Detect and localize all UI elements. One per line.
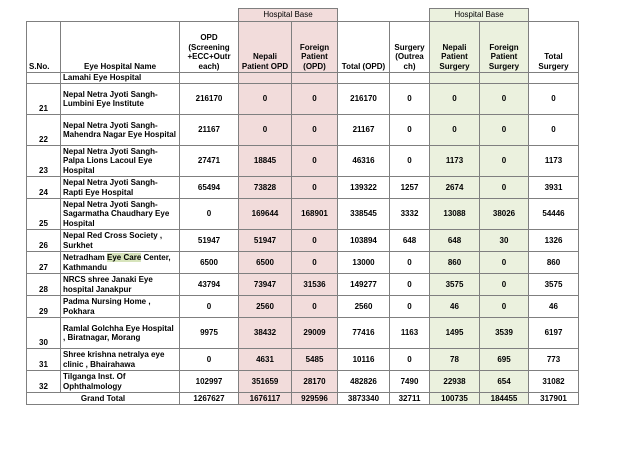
total-opd-cell: 13000 <box>338 252 390 274</box>
sno-cell: 32 <box>27 371 61 393</box>
nepali-surgery-cell: 2674 <box>430 177 480 199</box>
nepali-surgery-cell: 3575 <box>430 274 480 296</box>
nepali-surgery-cell: 860 <box>430 252 480 274</box>
total-surgery-cell: 54446 <box>529 199 579 230</box>
header-opd: OPD (Screening +ECC+Outr each) <box>180 22 239 73</box>
total-surgery-cell: 3931 <box>529 177 579 199</box>
foreign-surgery-cell: 0 <box>480 252 529 274</box>
surgery-outreach-cell: 1163 <box>390 318 430 349</box>
empty-cell <box>390 73 430 84</box>
nepali-surgery-cell: 22938 <box>430 371 480 393</box>
surgery-outreach-cell: 3332 <box>390 199 430 230</box>
grand-total-surgery-outreach: 32711 <box>390 393 430 405</box>
name-part: Center, Kathmandu <box>63 253 171 272</box>
table-row <box>27 296 579 318</box>
foreign-opd-cell: 31536 <box>292 274 338 296</box>
empty-cell <box>338 9 430 22</box>
table-row <box>27 252 579 274</box>
table-row <box>27 115 579 146</box>
nepali-opd-cell: 38432 <box>239 318 292 349</box>
grand-total-label: Grand Total <box>27 393 180 405</box>
nepali-opd-cell: 51947 <box>239 230 292 252</box>
foreign-opd-cell: 0 <box>292 84 338 115</box>
nepali-opd-cell: 351659 <box>239 371 292 393</box>
table-row <box>27 84 579 115</box>
header-surgery-outreach: Surgery (Outrea ch) <box>390 22 430 73</box>
hospital-name-cell: Tilganga Inst. Of Ophthalmology <box>61 371 180 393</box>
grand-total-nepali-opd: 1676117 <box>239 393 292 405</box>
table-row <box>27 230 579 252</box>
nepali-opd-cell: 0 <box>239 84 292 115</box>
total-opd-cell: 103894 <box>338 230 390 252</box>
sno-cell <box>27 73 61 84</box>
foreign-opd-cell: 168901 <box>292 199 338 230</box>
nepali-surgery-cell: 0 <box>430 84 480 115</box>
opd-cell: 65494 <box>180 177 239 199</box>
nepali-surgery-cell: 0 <box>430 115 480 146</box>
empty-cell <box>239 73 292 84</box>
nepali-opd-cell: 73828 <box>239 177 292 199</box>
sno-cell: 27 <box>27 252 61 274</box>
highlighted-text: Eye Care <box>107 253 142 262</box>
header-name: Eye Hospital Name <box>61 22 180 73</box>
hospital-name-cell: Nepal Netra Jyoti Sangh-Mahendra Nagar Eye Hospital <box>61 115 180 146</box>
empty-cell <box>529 73 579 84</box>
opd-cell: 43794 <box>180 274 239 296</box>
total-surgery-cell: 0 <box>529 84 579 115</box>
hospital-base-opd-group: Hospital Base <box>239 9 338 22</box>
total-opd-cell: 10116 <box>338 349 390 371</box>
foreign-opd-cell: 0 <box>292 115 338 146</box>
nepali-surgery-cell: 1173 <box>430 146 480 177</box>
opd-cell: 27471 <box>180 146 239 177</box>
surgery-outreach-cell: 1257 <box>390 177 430 199</box>
table-row <box>27 371 579 393</box>
opd-cell: 21167 <box>180 115 239 146</box>
foreign-opd-cell: 0 <box>292 296 338 318</box>
opd-cell: 6500 <box>180 252 239 274</box>
header-foreign-opd: Foreign Patient (OPD) <box>292 22 338 73</box>
empty-cell <box>430 73 480 84</box>
nepali-surgery-cell: 648 <box>430 230 480 252</box>
surgery-outreach-cell: 0 <box>390 146 430 177</box>
surgery-outreach-cell: 0 <box>390 115 430 146</box>
opd-cell: 0 <box>180 349 239 371</box>
spreadsheet <box>26 8 579 405</box>
foreign-surgery-cell: 38026 <box>480 199 529 230</box>
sno-cell: 21 <box>27 84 61 115</box>
sno-cell: 25 <box>27 199 61 230</box>
surgery-outreach-cell: 0 <box>390 274 430 296</box>
surgery-outreach-cell: 0 <box>390 296 430 318</box>
total-opd-cell: 149277 <box>338 274 390 296</box>
hospital-name-cell: Nepal Netra Jyoti Sangh-Palpa Lions Lacoul Eye Hospital <box>61 146 180 177</box>
sno-cell: 30 <box>27 318 61 349</box>
hospital-name-cell: NRCS shree Janaki Eye hospital Janakpur <box>61 274 180 296</box>
empty-cell <box>180 73 239 84</box>
grand-total-foreign-surgery: 184455 <box>480 393 529 405</box>
name-part: Netradham <box>63 253 108 262</box>
surgery-outreach-cell: 7490 <box>390 371 430 393</box>
empty-cell <box>529 9 579 22</box>
empty-cell <box>480 73 529 84</box>
header-sno: S.No. <box>27 22 61 73</box>
table-row <box>27 73 579 84</box>
grand-total-total-surgery: 317901 <box>529 393 579 405</box>
header-nepali-opd: Nepali Patient OPD <box>239 22 292 73</box>
grand-total-foreign-opd: 929596 <box>292 393 338 405</box>
total-surgery-cell: 1326 <box>529 230 579 252</box>
opd-cell: 0 <box>180 296 239 318</box>
eye-hospital-table <box>26 8 579 405</box>
header-foreign-surgery: Foreign Patient Surgery <box>480 22 529 73</box>
total-opd-cell: 216170 <box>338 84 390 115</box>
foreign-surgery-cell: 30 <box>480 230 529 252</box>
total-surgery-cell: 31082 <box>529 371 579 393</box>
foreign-surgery-cell: 3539 <box>480 318 529 349</box>
sno-cell: 26 <box>27 230 61 252</box>
nepali-surgery-cell: 1495 <box>430 318 480 349</box>
opd-cell: 0 <box>180 199 239 230</box>
table-row <box>27 274 579 296</box>
hospital-name-cell: Shree krishna netralya eye clinic , Bhairahawa <box>61 349 180 371</box>
hospital-name-cell: Ramlal Golchha Eye Hospital , Biratnagar, Morang <box>61 318 180 349</box>
sno-cell: 28 <box>27 274 61 296</box>
foreign-opd-cell: 5485 <box>292 349 338 371</box>
nepali-opd-cell: 18845 <box>239 146 292 177</box>
total-opd-cell: 482826 <box>338 371 390 393</box>
surgery-outreach-cell: 0 <box>390 349 430 371</box>
foreign-surgery-cell: 0 <box>480 115 529 146</box>
table-row <box>27 349 579 371</box>
nepali-opd-cell: 169644 <box>239 199 292 230</box>
total-surgery-cell: 773 <box>529 349 579 371</box>
sno-cell: 29 <box>27 296 61 318</box>
foreign-opd-cell: 0 <box>292 252 338 274</box>
foreign-surgery-cell: 0 <box>480 146 529 177</box>
nepali-opd-cell: 6500 <box>239 252 292 274</box>
total-opd-cell: 338545 <box>338 199 390 230</box>
opd-cell: 9975 <box>180 318 239 349</box>
nepali-opd-cell: 73947 <box>239 274 292 296</box>
header-total-opd: Total (OPD) <box>338 22 390 73</box>
hospital-name-cell: Padma Nursing Home , Pokhara <box>61 296 180 318</box>
foreign-surgery-cell: 0 <box>480 177 529 199</box>
table-row <box>27 199 579 230</box>
sno-cell: 23 <box>27 146 61 177</box>
foreign-surgery-cell: 0 <box>480 84 529 115</box>
nepali-surgery-cell: 46 <box>430 296 480 318</box>
opd-cell: 102997 <box>180 371 239 393</box>
total-opd-cell: 139322 <box>338 177 390 199</box>
foreign-opd-cell: 0 <box>292 177 338 199</box>
header-total-surgery: Total Surgery <box>529 22 579 73</box>
surgery-outreach-cell: 648 <box>390 230 430 252</box>
header-column-row <box>27 22 579 73</box>
foreign-opd-cell: 0 <box>292 146 338 177</box>
surgery-outreach-cell: 0 <box>390 84 430 115</box>
grand-total-total-opd: 3873340 <box>338 393 390 405</box>
total-surgery-cell: 0 <box>529 115 579 146</box>
total-opd-cell: 46316 <box>338 146 390 177</box>
grand-total-nepali-surgery: 100735 <box>430 393 480 405</box>
opd-cell: 51947 <box>180 230 239 252</box>
hospital-name-cell: Nepal Netra Jyoti Sangh-Rapti Eye Hospital <box>61 177 180 199</box>
empty-cell <box>338 73 390 84</box>
nepali-surgery-cell: 13088 <box>430 199 480 230</box>
nepali-opd-cell: 4631 <box>239 349 292 371</box>
foreign-surgery-cell: 0 <box>480 274 529 296</box>
foreign-surgery-cell: 0 <box>480 296 529 318</box>
foreign-opd-cell: 29009 <box>292 318 338 349</box>
hospital-name-cell: Nepal Red Cross Society , Surkhet <box>61 230 180 252</box>
nepali-opd-cell: 2560 <box>239 296 292 318</box>
opd-cell: 216170 <box>180 84 239 115</box>
table-row <box>27 318 579 349</box>
foreign-surgery-cell: 695 <box>480 349 529 371</box>
grand-total-row <box>27 393 579 405</box>
sno-cell: 22 <box>27 115 61 146</box>
total-surgery-cell: 6197 <box>529 318 579 349</box>
total-surgery-cell: 46 <box>529 296 579 318</box>
hospital-base-surgery-group: Hospital Base <box>430 9 529 22</box>
nepali-surgery-cell: 78 <box>430 349 480 371</box>
total-surgery-cell: 1173 <box>529 146 579 177</box>
foreign-opd-cell: 28170 <box>292 371 338 393</box>
empty-cell <box>27 9 239 22</box>
grand-total-opd: 1267627 <box>180 393 239 405</box>
hospital-name-cell <box>61 252 180 274</box>
hospital-name-cell: Nepal Netra Jyoti Sangh-Lumbini Eye Institute <box>61 84 180 115</box>
total-surgery-cell: 860 <box>529 252 579 274</box>
sno-cell: 24 <box>27 177 61 199</box>
header-nepali-surgery: Nepali Patient Surgery <box>430 22 480 73</box>
sno-cell: 31 <box>27 349 61 371</box>
total-opd-cell: 77416 <box>338 318 390 349</box>
total-surgery-cell: 3575 <box>529 274 579 296</box>
hospital-name-cell: Lamahi Eye Hospital <box>61 73 180 84</box>
total-opd-cell: 2560 <box>338 296 390 318</box>
nepali-opd-cell: 0 <box>239 115 292 146</box>
hospital-name-cell: Nepal Netra Jyoti Sangh-Sagarmatha Chaudhary Eye Hospital <box>61 199 180 230</box>
table-row <box>27 146 579 177</box>
table-row <box>27 177 579 199</box>
header-group-row <box>27 9 579 22</box>
total-opd-cell: 21167 <box>338 115 390 146</box>
surgery-outreach-cell: 0 <box>390 252 430 274</box>
empty-cell <box>292 73 338 84</box>
foreign-opd-cell: 0 <box>292 230 338 252</box>
foreign-surgery-cell: 654 <box>480 371 529 393</box>
